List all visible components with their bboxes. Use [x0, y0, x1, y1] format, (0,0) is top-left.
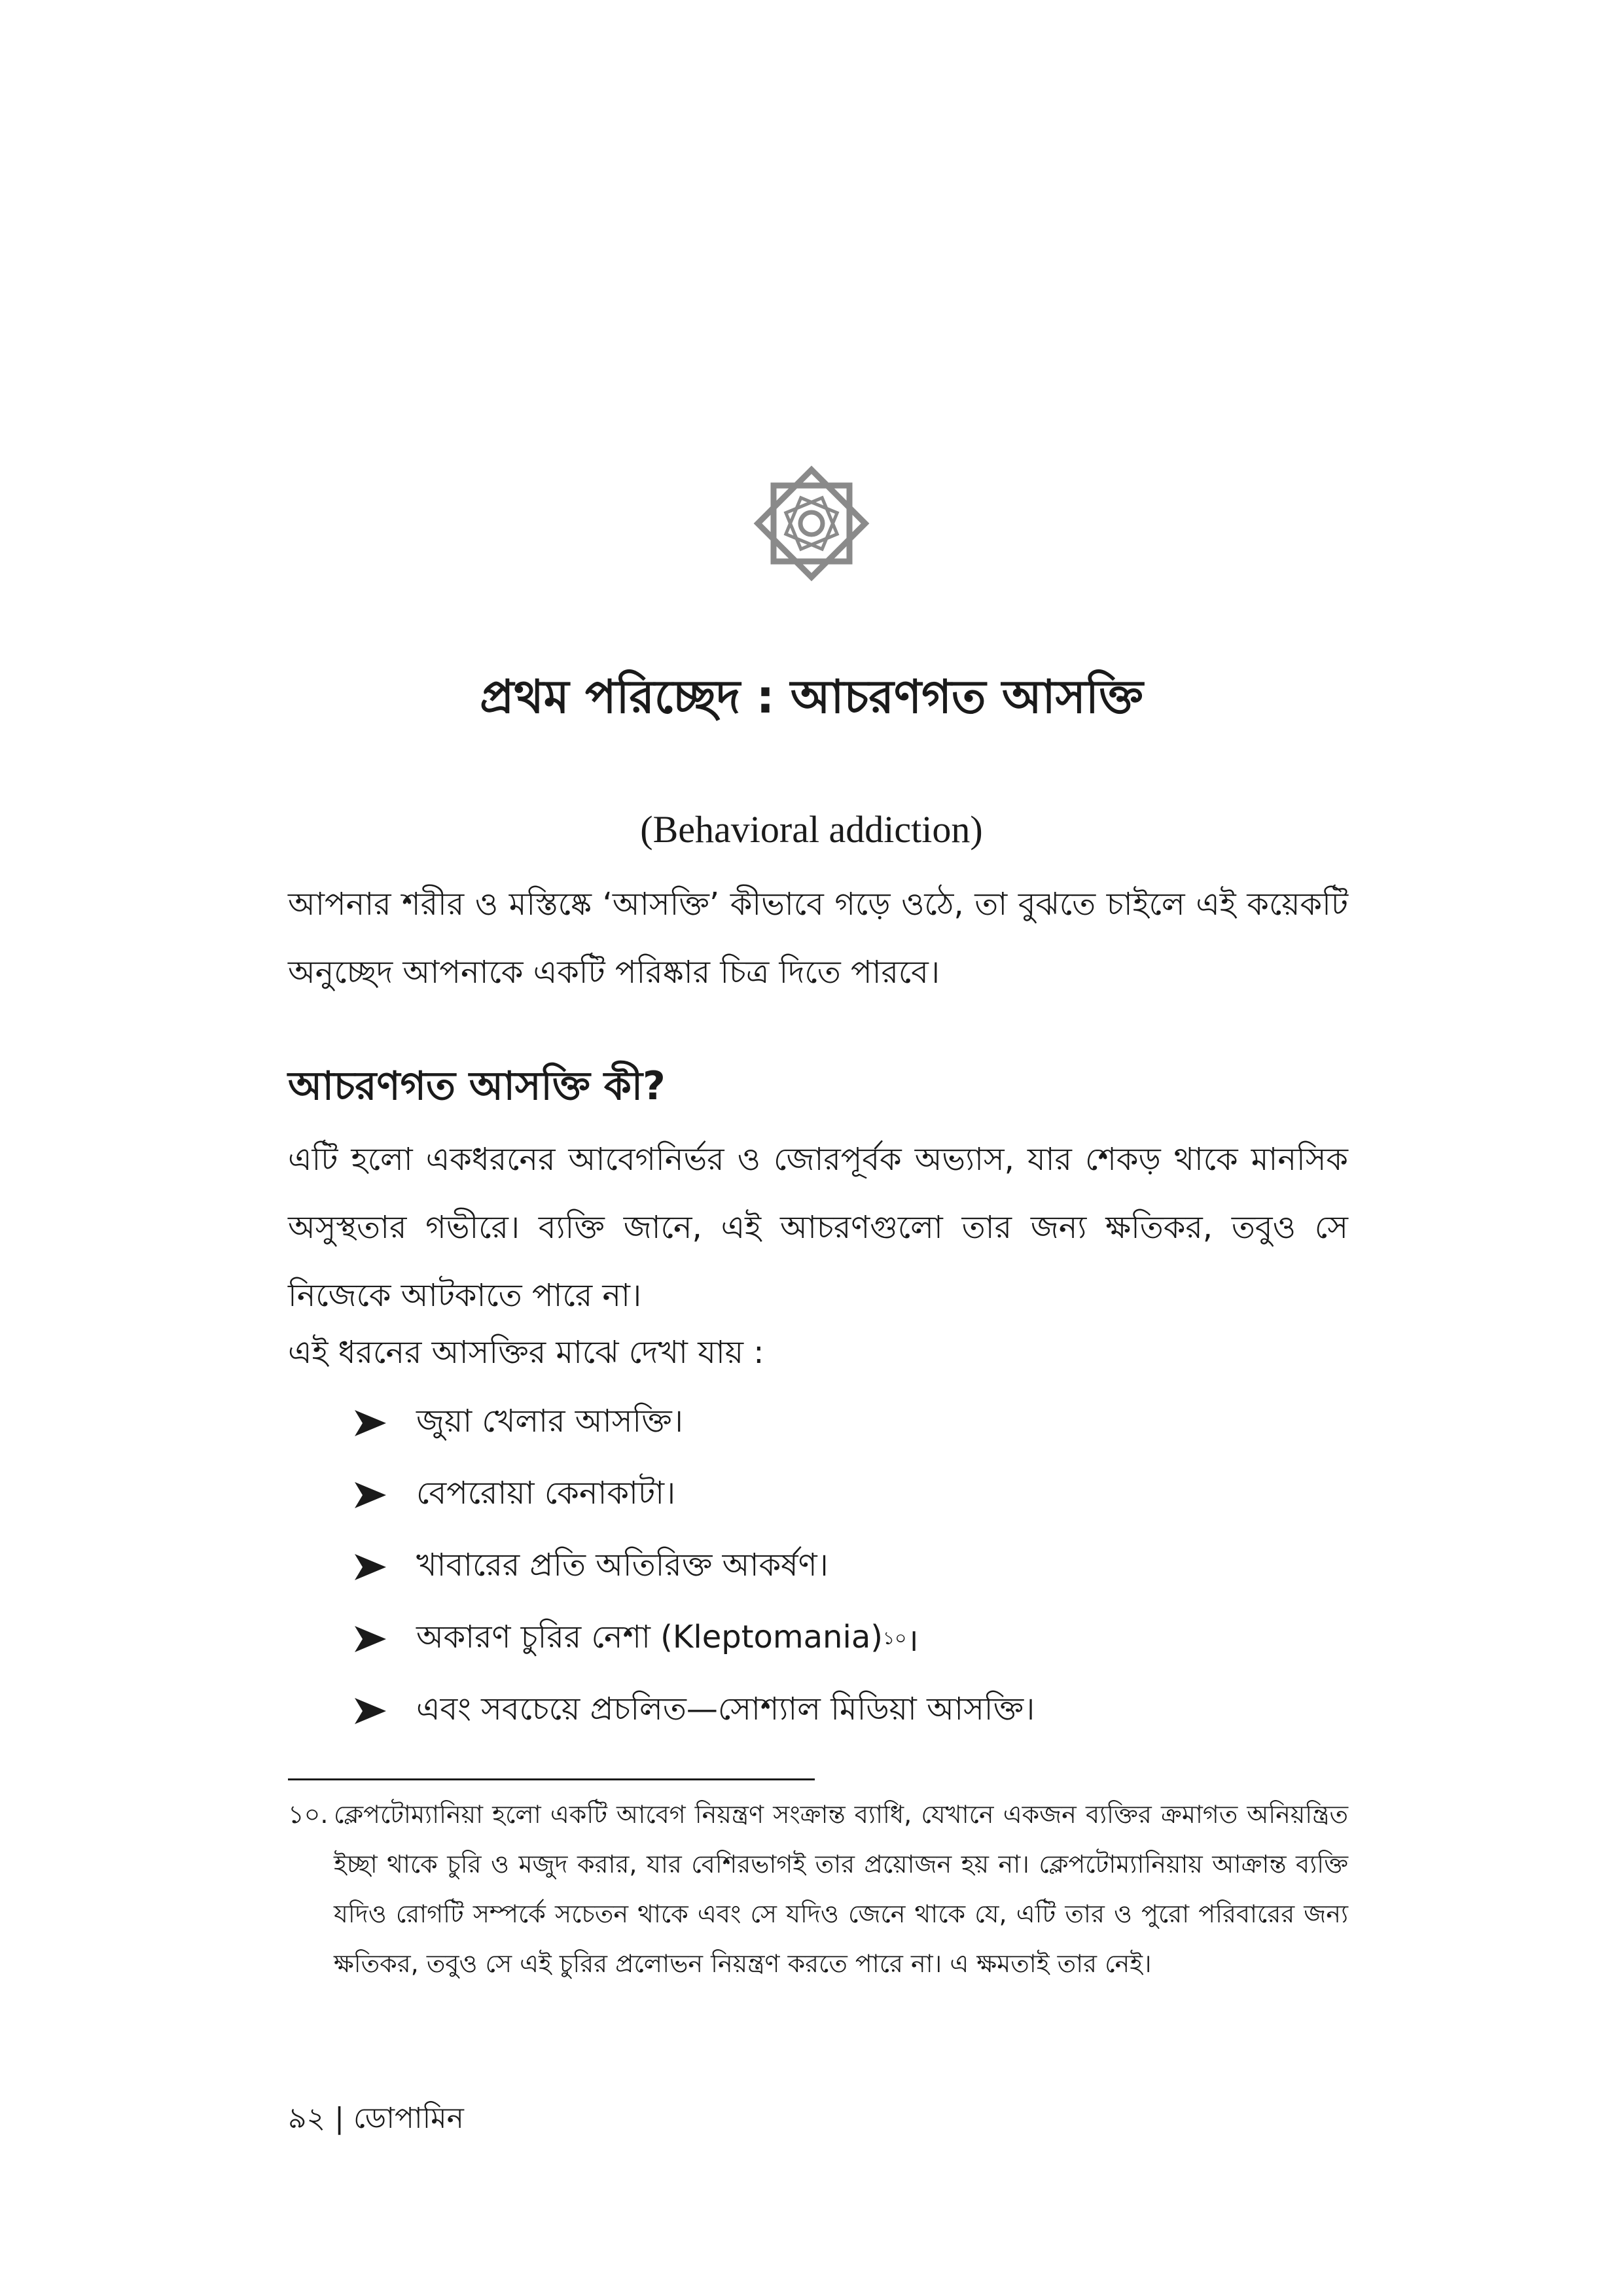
- list-item: [353, 1531, 1035, 1603]
- list-item: [353, 1603, 1035, 1675]
- intro-paragraph: আপনার শরীর ও মস্তিষ্কে ‘আসক্তি’ কীভাবে গড়ে ওঠে, তা বুঝতে চাইলে এই কয়েকটি অনুচ্ছেদ আপনাকে একটি পরিষ্কার চিত্র দিতে পারবে।: [288, 886, 1348, 991]
- list-item-text: এবং সবচেয়ে প্রচলিত—সোশ্যাল মিডিয়া আসক্তি।: [416, 1690, 1035, 1727]
- list-item-text: অকারণ চুরির নেশা (Kleptomania): [416, 1618, 883, 1655]
- arrowhead-bullet-icon: [353, 1553, 387, 1581]
- list-item-text: জুয়া খেলার আসক্তি।: [416, 1402, 683, 1439]
- chapter-title: প্রথম পরিচ্ছেদ : আচরণগত আসক্তি: [480, 670, 1143, 724]
- footnote-divider: [288, 1778, 815, 1780]
- arrowhead-bullet-icon: [353, 1697, 387, 1725]
- octagram-ornament-icon: [746, 458, 877, 589]
- section-heading: আচরণগত আসক্তি কী?: [288, 1063, 666, 1109]
- list-item: [353, 1675, 1035, 1747]
- list-item-text: খাবারের প্রতি অতিরিক্ত আকর্ষণ।: [416, 1546, 829, 1583]
- addiction-list: [353, 1387, 1035, 1747]
- footnote-reference[interactable]: ১০: [882, 1627, 907, 1649]
- page-footer: ৯২ | ডোপামিন: [288, 2102, 464, 2135]
- body-paragraph-1: এটি হলো একধরনের আবেগনির্ভর ও জোরপূর্বক অভ্যাস, যার শেকড় থাকে মানসিক অসুস্থতার গভীরে। ব্যক্তি জানে, এই আচরণগুলো তার জন্য ক্ষতিকর, তবুও সে নিজেকে আটকাতে পারে না।: [288, 1141, 1348, 1314]
- arrowhead-bullet-icon: [353, 1625, 387, 1653]
- chapter-subtitle: (Behavioral addiction): [640, 808, 983, 851]
- list-item: [353, 1459, 1035, 1531]
- footnote-text: ক্লেপটোম্যানিয়া হলো একটি আবেগ নিয়ন্ত্রণ সংক্রান্ত ব্যাধি, যেখানে একজন ব্যক্তির ক্রমাগত অনিয়ন্ত্রিত ইচ্ছা থাকে চুরি ও মজুদ করার, যার বেশিরভাগই তার প্রয়োজন হয় না। ক্লেপটোম্যানিয়ায় আক্রান্ত ব্যক্তি যদিও রোগটি সম্পর্কে সচেতন থাকে এবং সে যদিও জেনে থাকে যে, এটি তার ও পুরো পরিবারের জন্য ক্ষতিকর, তবুও সে এই চুরির প্রলোভন নিয়ন্ত্রণ করতে পারে না। এ ক্ষমতাই তার নেই।: [334, 1800, 1348, 1978]
- body-paragraph-2: এই ধরনের আসক্তির মাঝে দেখা যায় :: [288, 1334, 764, 1371]
- footnote-number: ১০.: [288, 1800, 329, 1829]
- list-item-end: ।: [906, 1621, 919, 1659]
- footnote: [288, 1790, 1348, 1988]
- arrowhead-bullet-icon: [353, 1481, 387, 1510]
- arrowhead-bullet-icon: [353, 1409, 387, 1438]
- list-item-text: বেপরোয়া কেনাকাটা।: [416, 1474, 676, 1511]
- list-item: [353, 1387, 1035, 1459]
